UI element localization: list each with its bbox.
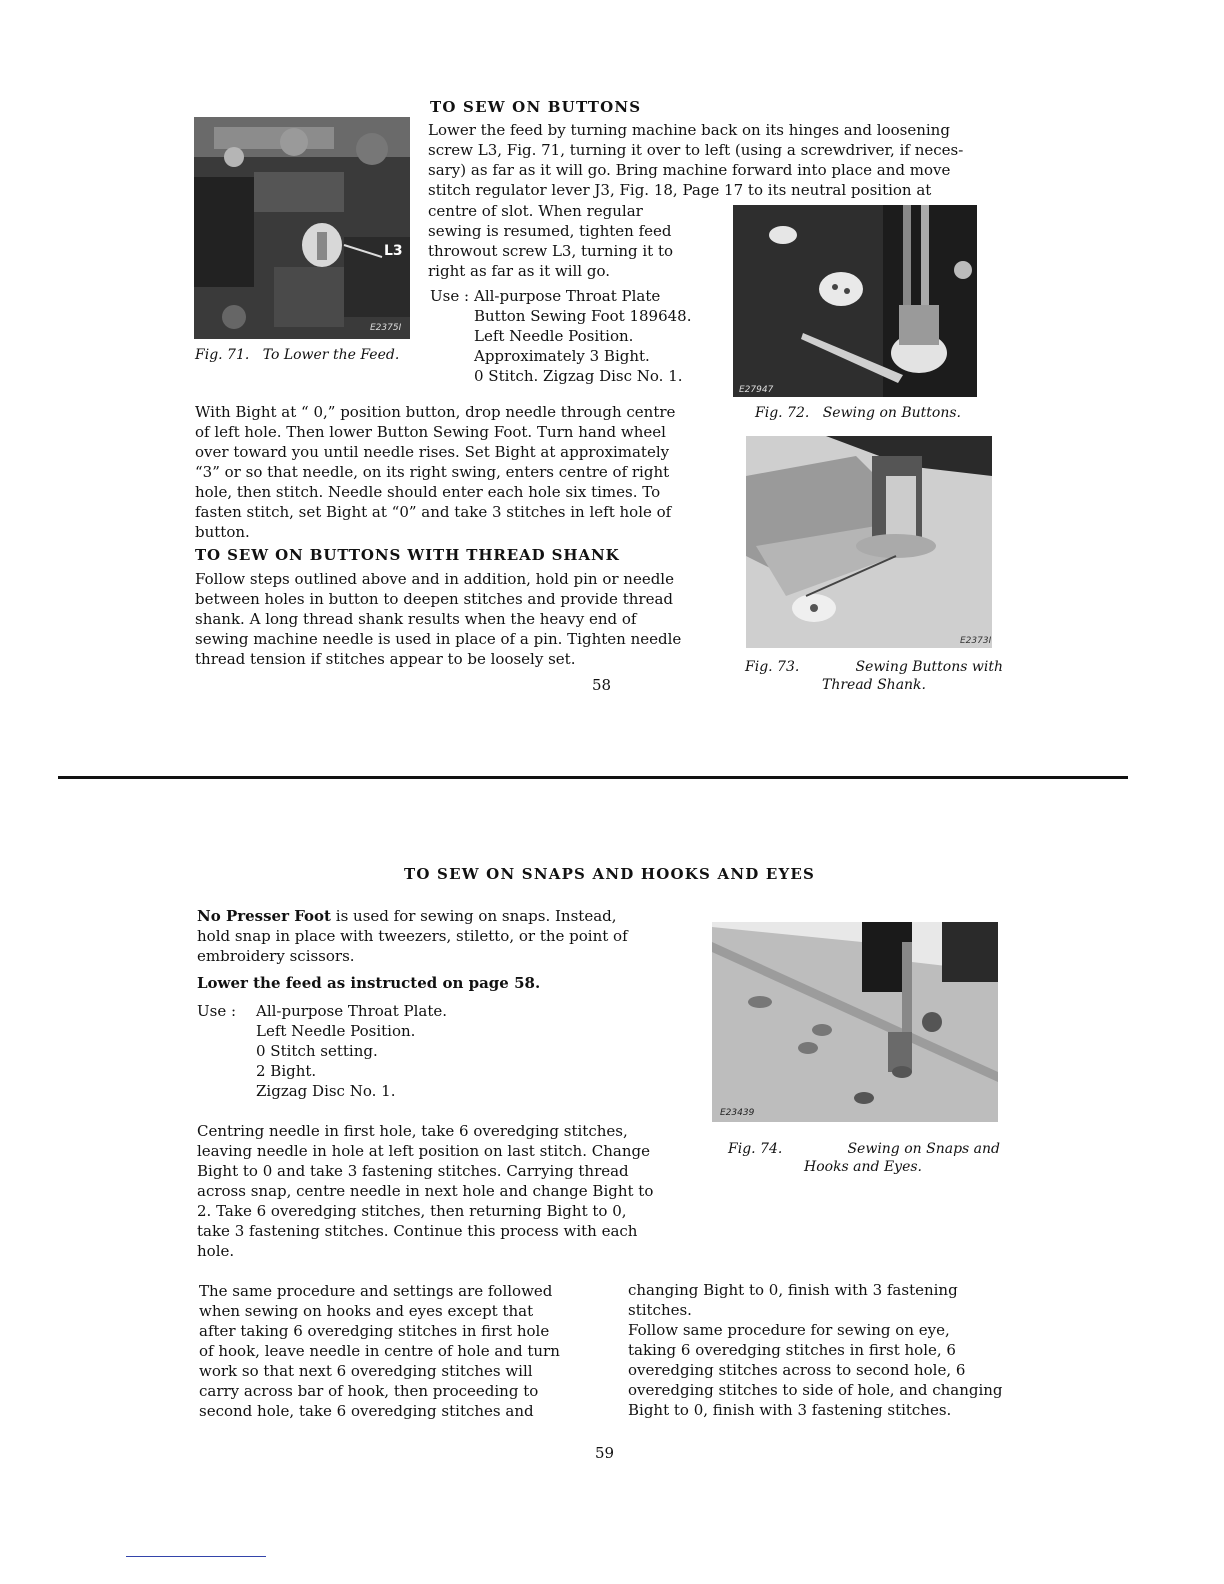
fig74-code: E23439 bbox=[720, 1108, 755, 1118]
para-line: The same procedure and settings are followed bbox=[199, 1282, 553, 1300]
page-number-59: 59 bbox=[595, 1444, 615, 1462]
fig73-caption-num: Fig. 73. bbox=[745, 659, 800, 675]
footer-rule bbox=[126, 1556, 266, 1557]
intro-full-lines bbox=[428, 120, 1002, 200]
intro-line: screw L3, Fig. 71, turning it over to left (using a screwdriver, if neces- bbox=[428, 141, 964, 159]
intro-bold: No Presser Foot bbox=[197, 907, 331, 925]
para-line: Follow steps outlined above and in addition, hold pin or needle bbox=[195, 570, 674, 588]
use-item: Left Needle Position. bbox=[256, 1022, 416, 1040]
fig74-caption bbox=[728, 1140, 1000, 1176]
para-line: after taking 6 overedging stitches in first hole bbox=[199, 1322, 550, 1340]
use-item: All-purpose Throat Plate bbox=[474, 287, 661, 305]
use-item: Approximately 3 Bight. bbox=[474, 347, 650, 365]
para-line: leaving needle in hole at left position on last stitch. Change bbox=[197, 1142, 650, 1160]
para-line: work so that next 6 overedging stitches will bbox=[199, 1362, 533, 1380]
fig72-caption bbox=[755, 404, 961, 422]
para-line: Bight to 0, finish with 3 fastening stitches. bbox=[628, 1401, 952, 1419]
intro-line: stitch regulator lever J3, Fig. 18, Page 17 to its neutral position at bbox=[428, 181, 932, 199]
fig71-code: E2375I bbox=[370, 323, 402, 333]
buttons-heading: TO SEW ON BUTTONS bbox=[430, 98, 642, 116]
para-line: Bight to 0 and take 3 fastening stitches. Carrying thread bbox=[197, 1162, 629, 1180]
para-line: second hole, take 6 overedging stitches and bbox=[199, 1402, 534, 1420]
use-item: All-purpose Throat Plate. bbox=[256, 1002, 448, 1020]
fig72-caption-text: Sewing on Buttons. bbox=[822, 405, 961, 421]
para-line: With Bight at “ 0,” position button, drop needle through centre bbox=[195, 403, 676, 421]
fig73-caption-text-1: Sewing Buttons with bbox=[855, 659, 1003, 675]
para-line: Follow same procedure for sewing on eye, bbox=[628, 1321, 950, 1339]
para-line: sewing machine needle is used in place of a pin. Tighten needle bbox=[195, 630, 682, 648]
hooks-left-column bbox=[199, 1281, 580, 1421]
para-line: Centring needle in first hole, take 6 overedging stitches, bbox=[197, 1122, 628, 1140]
fig73-code: E2373I bbox=[960, 636, 992, 646]
intro-line-rest: is used for sewing on snaps. Instead, bbox=[335, 907, 617, 925]
para-line: button. bbox=[195, 523, 250, 541]
use-list-59 bbox=[256, 1001, 447, 1101]
centring-paragraph bbox=[197, 1121, 673, 1261]
use-item: 0 Stitch setting. bbox=[256, 1042, 378, 1060]
para-line: of hook, leave needle in centre of hole and turn bbox=[199, 1342, 560, 1360]
fig71-caption bbox=[195, 346, 399, 364]
intro-line: centre of slot. When regular bbox=[428, 202, 643, 220]
page-number-58: 58 bbox=[592, 676, 612, 694]
para-line: stitches. bbox=[628, 1301, 692, 1319]
lower-feed-note: Lower the feed as instructed on page 58. bbox=[197, 974, 541, 992]
fig71-caption-text: To Lower the Feed. bbox=[262, 347, 400, 363]
fig74-caption-text-1: Sewing on Snaps and bbox=[847, 1141, 1000, 1157]
para-line: between holes in button to deepen stitches and provide thread bbox=[195, 590, 673, 608]
fig73-photo bbox=[746, 436, 992, 648]
para-line: over toward you until needle rises. Set Bight at approximately bbox=[195, 443, 670, 461]
hooks-right-column bbox=[628, 1280, 1010, 1420]
para-line: shank. A long thread shank results when the heavy end of bbox=[195, 610, 637, 628]
use-list bbox=[474, 286, 692, 386]
fig74-caption-num: Fig. 74. bbox=[728, 1141, 783, 1157]
fig73-caption-text-2: Thread Shank. bbox=[822, 677, 926, 693]
intro-line: embroidery scissors. bbox=[197, 947, 355, 965]
use-item: Left Needle Position. bbox=[474, 327, 634, 345]
use-item: Button Sewing Foot 189648. bbox=[474, 307, 692, 325]
fig71-label: L3 bbox=[384, 243, 403, 259]
intro-narrow-lines bbox=[428, 201, 694, 281]
snaps-heading: TO SEW ON SNAPS AND HOOKS AND EYES bbox=[404, 865, 816, 883]
para-line: carry across bar of hook, then proceeding to bbox=[199, 1382, 539, 1400]
para-line: across snap, centre needle in next hole and change Bight to bbox=[197, 1182, 654, 1200]
para-line: when sewing on hooks and eyes except that bbox=[199, 1302, 534, 1320]
shank-paragraph bbox=[195, 569, 720, 669]
intro-line: hold snap in place with tweezers, stiletto, or the point of bbox=[197, 927, 628, 945]
fig74-photo bbox=[712, 922, 998, 1122]
para-line: 2. Take 6 overedging stitches, then returning Bight to 0, bbox=[197, 1202, 627, 1220]
intro-line: throwout screw L3, turning it to bbox=[428, 242, 674, 260]
fig72-code: E27947 bbox=[739, 385, 774, 395]
page-divider bbox=[58, 776, 1128, 779]
fig72-photo bbox=[733, 205, 977, 397]
intro-line: right as far as it will go. bbox=[428, 262, 611, 280]
para-line: hole. bbox=[197, 1242, 235, 1260]
intro-line: sary) as far as it will go. Bring machine forward into place and move bbox=[428, 161, 951, 179]
fig71-caption-num: Fig. 71. bbox=[195, 347, 250, 363]
shank-heading: TO SEW ON BUTTONS WITH THREAD SHANK bbox=[195, 546, 620, 564]
use-label-59: Use : bbox=[197, 1002, 237, 1020]
para-line: “3” or so that needle, on its right swing, enters centre of right bbox=[195, 463, 670, 481]
para-line: taking 6 overedging stitches in first hole, 6 bbox=[628, 1341, 956, 1359]
fig71-photo bbox=[194, 117, 410, 339]
para-line: of left hole. Then lower Button Sewing Foot. Turn hand wheel bbox=[195, 423, 666, 441]
use-item: 2 Bight. bbox=[256, 1062, 317, 1080]
fig73-caption bbox=[745, 658, 1003, 694]
intro-line: Lower the feed by turning machine back on its hinges and loosening bbox=[428, 121, 950, 139]
fig74-caption-text-2: Hooks and Eyes. bbox=[804, 1159, 923, 1175]
intro-line bbox=[197, 906, 673, 926]
fig72-caption-num: Fig. 72. bbox=[755, 405, 810, 421]
use-item: 0 Stitch. Zigzag Disc No. 1. bbox=[474, 367, 683, 385]
use-item: Zigzag Disc No. 1. bbox=[256, 1082, 396, 1100]
para-line: fasten stitch, set Bight at “0” and take 3 stitches in left hole of bbox=[195, 503, 672, 521]
bight-paragraph bbox=[195, 402, 720, 542]
para-line: hole, then stitch. Needle should enter each hole six times. To bbox=[195, 483, 661, 501]
para-line: overedging stitches across to second hole, 6 bbox=[628, 1361, 966, 1379]
use-label: Use : bbox=[430, 287, 470, 305]
para-line: overedging stitches to side of hole, and changing bbox=[628, 1381, 1003, 1399]
para-line: thread tension if stitches appear to be loosely set. bbox=[195, 650, 576, 668]
intro-line: sewing is resumed, tighten feed bbox=[428, 222, 672, 240]
para-line: changing Bight to 0, finish with 3 fastening bbox=[628, 1281, 958, 1299]
para-line: take 3 fastening stitches. Continue this process with each bbox=[197, 1222, 638, 1240]
snaps-intro bbox=[197, 906, 673, 966]
